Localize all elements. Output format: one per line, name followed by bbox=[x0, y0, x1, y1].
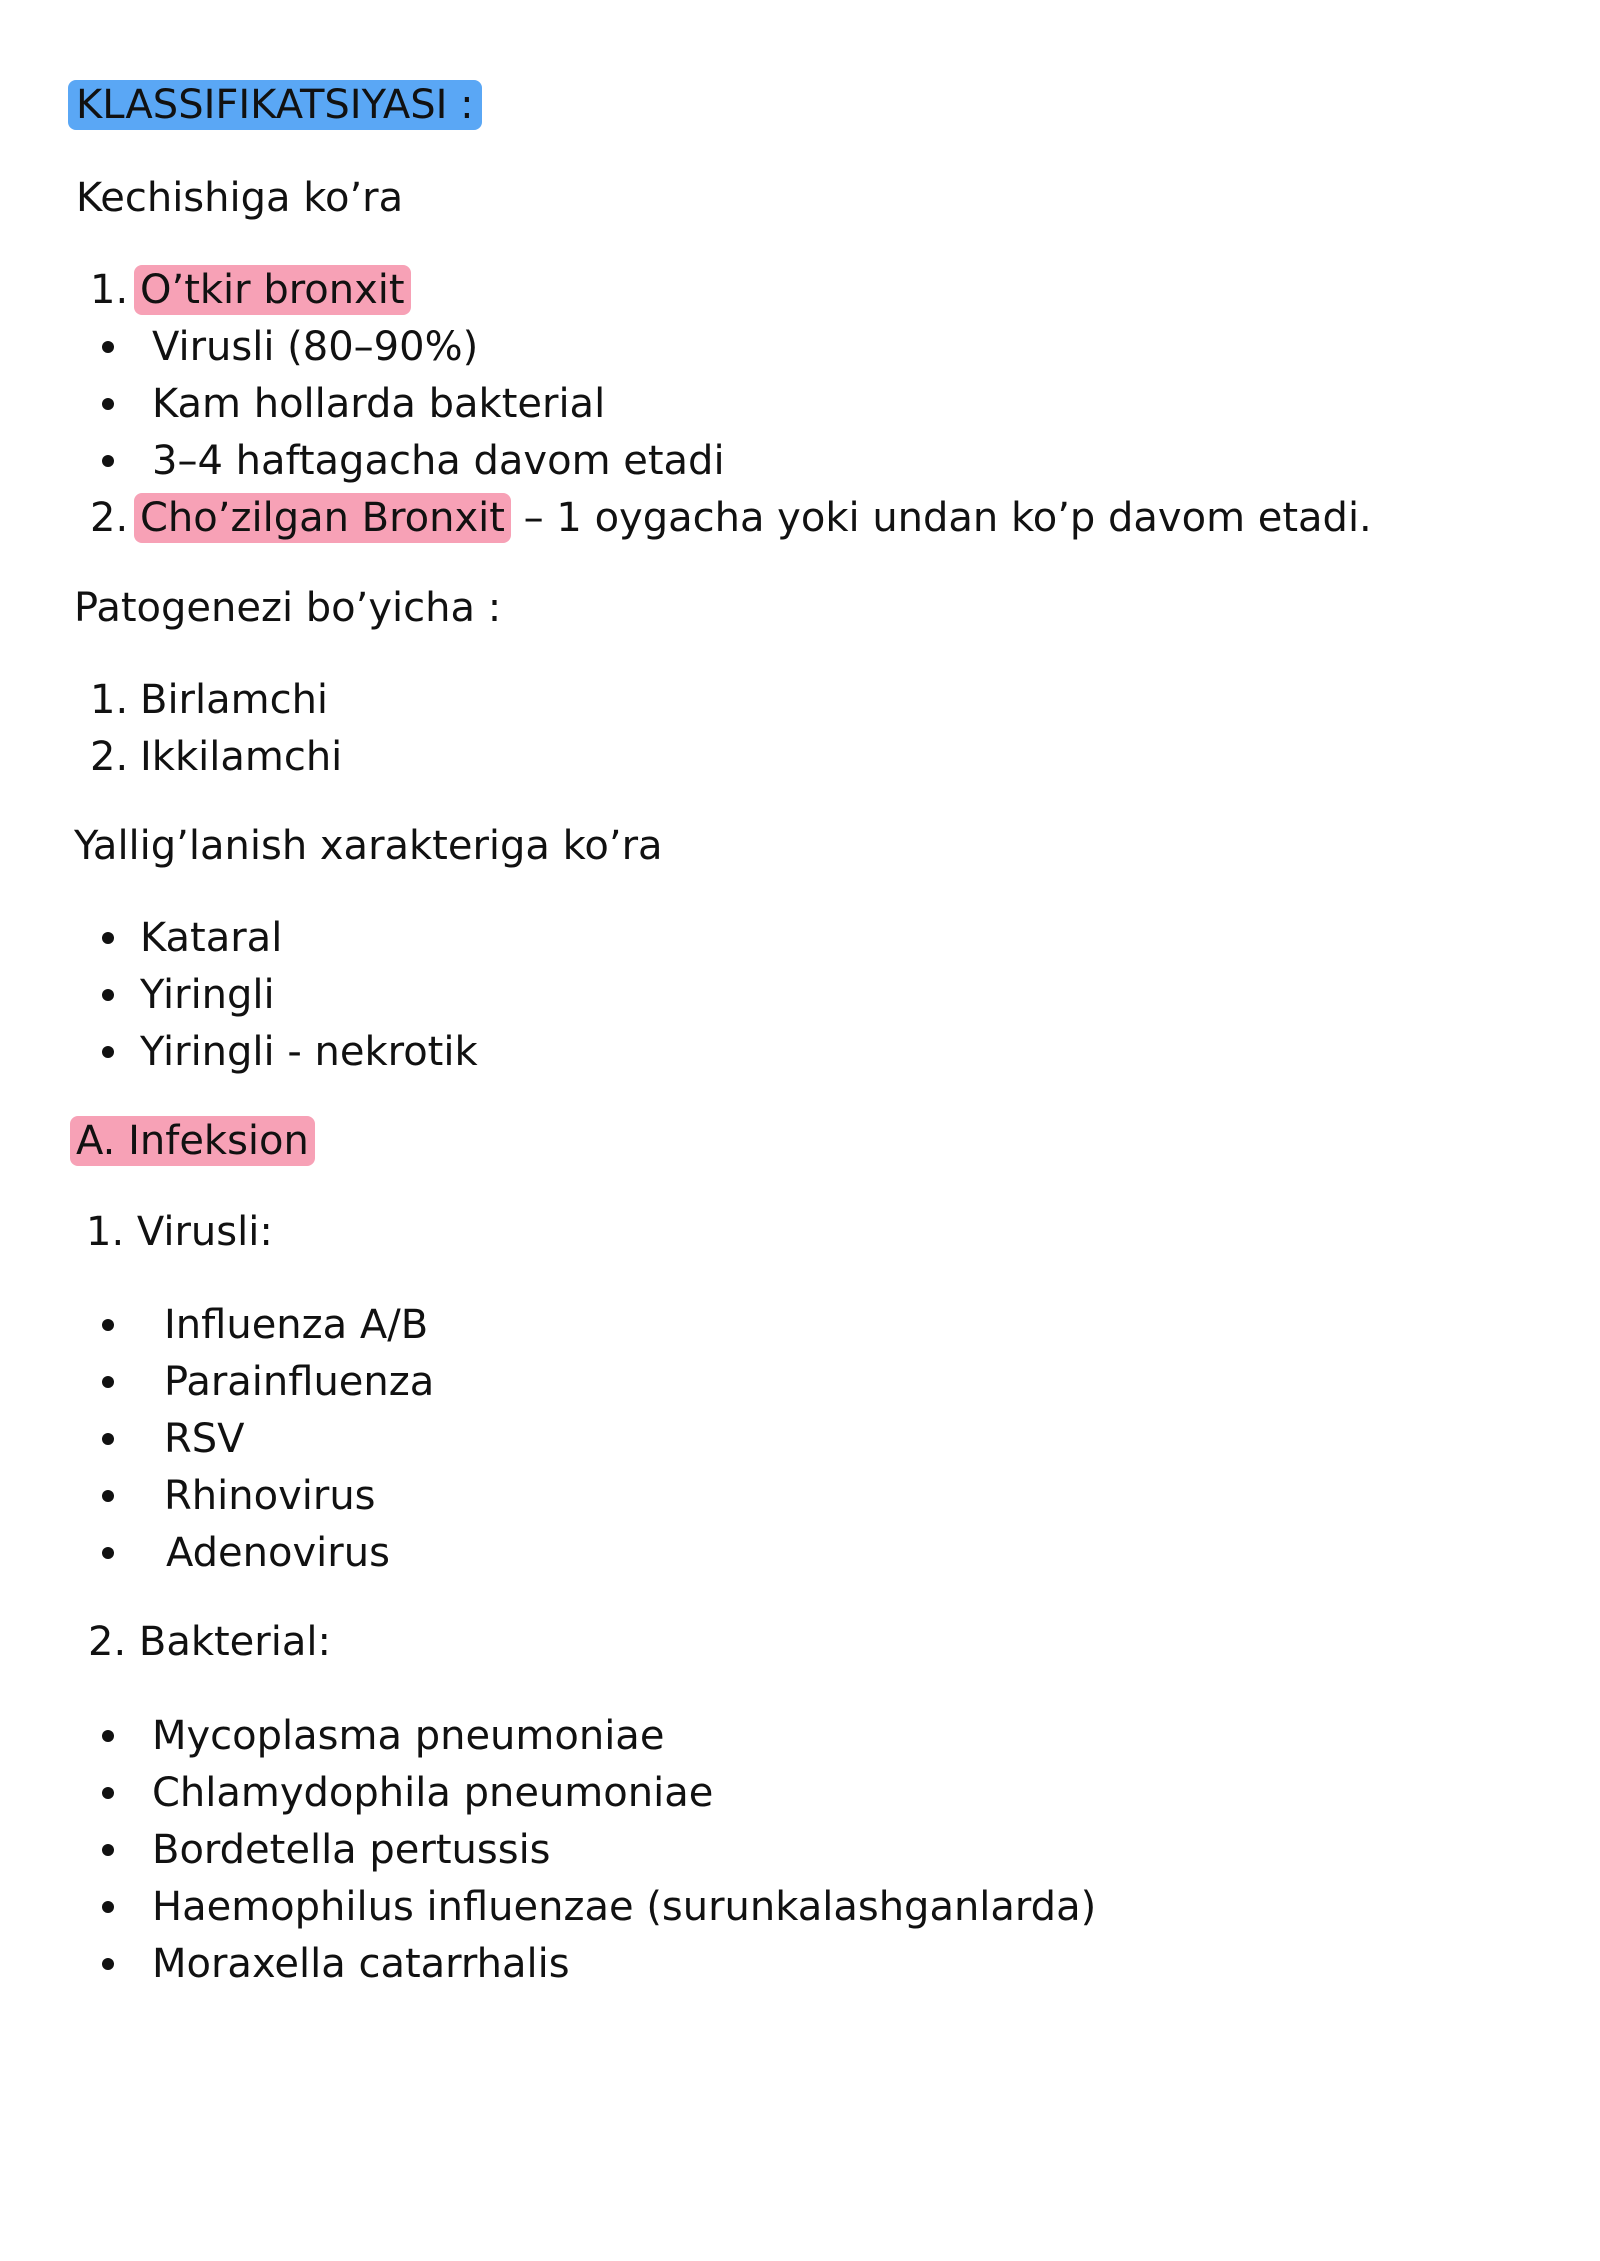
acute-bronchitis-label: O’tkir bronxit bbox=[134, 265, 411, 315]
bullet-dot bbox=[102, 1730, 114, 1742]
bullet-dot bbox=[102, 1901, 114, 1913]
bullet-dot bbox=[102, 1490, 114, 1502]
infectious-label: A. Infeksion bbox=[70, 1116, 315, 1166]
bullet-dot bbox=[102, 1376, 114, 1388]
list-item-prolonged bbox=[134, 490, 1372, 546]
bullet-dot bbox=[102, 1433, 114, 1445]
list-item: Influenza A/B bbox=[164, 1302, 429, 1348]
list-number: 2. bbox=[90, 495, 129, 541]
list-item: Mycoplasma pneumoniae bbox=[152, 1713, 665, 1759]
list-item-acute bbox=[134, 262, 411, 318]
list-item: Haemophilus influenzae (surunkalashganlarda) bbox=[152, 1884, 1097, 1930]
bullet-dot bbox=[102, 398, 114, 410]
list-item: 3–4 haftagacha davom etadi bbox=[152, 438, 725, 484]
bullet-dot bbox=[102, 1046, 114, 1058]
list-item: Kataral bbox=[140, 915, 283, 961]
bullet-dot bbox=[102, 1547, 114, 1559]
list-item: Adenovirus bbox=[166, 1530, 390, 1576]
infectious-heading bbox=[70, 1113, 315, 1169]
bullet-dot bbox=[102, 932, 114, 944]
list-number: 1. bbox=[90, 677, 129, 723]
list-item: Bordetella pertussis bbox=[152, 1827, 551, 1873]
bullet-dot bbox=[102, 1319, 114, 1331]
bacterial-subtitle: 2. Bakterial: bbox=[88, 1619, 331, 1665]
list-item: Birlamchi bbox=[140, 677, 329, 723]
bullet-dot bbox=[102, 455, 114, 467]
course-title: Kechishiga ko’ra bbox=[76, 175, 404, 221]
bullet-dot bbox=[102, 341, 114, 353]
prolonged-bronchitis-label: Cho’zilgan Bronxit bbox=[134, 493, 511, 543]
section-heading bbox=[68, 77, 482, 133]
list-item: Virusli (80–90%) bbox=[152, 324, 479, 370]
classification-heading: KLASSIFIKATSIYASI : bbox=[68, 80, 482, 130]
viral-subtitle: 1. Virusli: bbox=[86, 1209, 273, 1255]
list-number: 2. bbox=[90, 734, 129, 780]
bullet-dot bbox=[102, 989, 114, 1001]
bullet-dot bbox=[102, 1787, 114, 1799]
list-item: Moraxella catarrhalis bbox=[152, 1941, 570, 1987]
list-item: Parainfluenza bbox=[164, 1359, 435, 1405]
list-item: RSV bbox=[164, 1416, 245, 1462]
list-item: Chlamydophila pneumoniae bbox=[152, 1770, 714, 1816]
list-number: 1. bbox=[90, 267, 129, 313]
pathogenesis-title: Patogenezi bo’yicha : bbox=[74, 585, 502, 631]
list-item: Yiringli - nekrotik bbox=[140, 1029, 478, 1075]
list-item: Kam hollarda bakterial bbox=[152, 381, 606, 427]
list-item: Ikkilamchi bbox=[140, 734, 343, 780]
bullet-dot bbox=[102, 1958, 114, 1970]
inflammation-title: Yallig’lanish xarakteriga ko’ra bbox=[74, 823, 663, 869]
list-item: Rhinovirus bbox=[164, 1473, 376, 1519]
bullet-dot bbox=[102, 1844, 114, 1856]
list-item: Yiringli bbox=[140, 972, 275, 1018]
prolonged-description: – 1 oygacha yoki undan ko’p davom etadi. bbox=[510, 495, 1372, 541]
